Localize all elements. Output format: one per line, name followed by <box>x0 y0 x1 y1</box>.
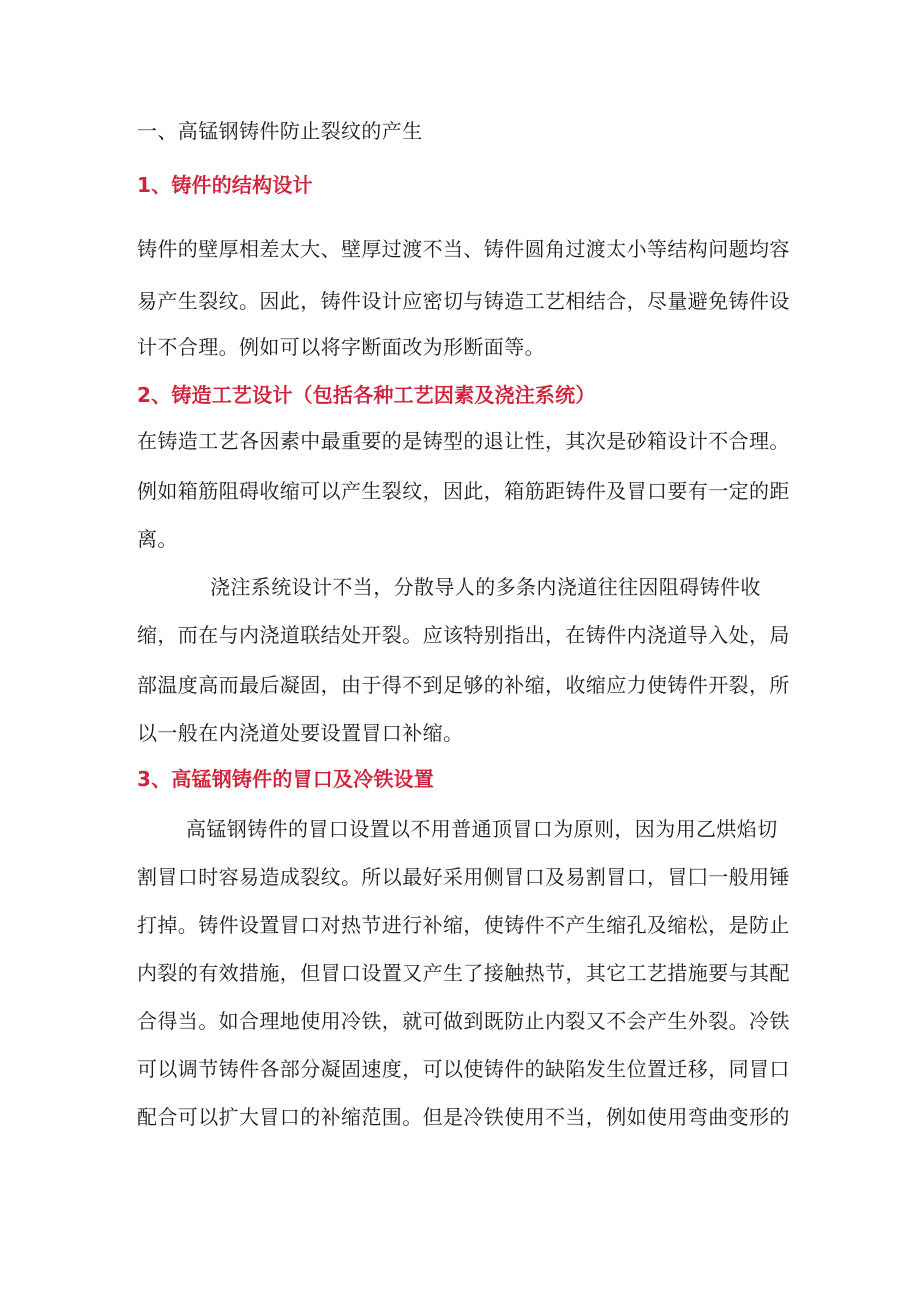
paragraph-line: 高锰钢铸件的冒口设置以不用普通顶冒口为原则，因为用乙烘焰切 <box>186 817 778 841</box>
paragraph-line: 铸件的壁厚相差太大、壁厚过渡不当、铸件圆角过渡太小等结构问题均容 <box>137 237 790 261</box>
paragraph-line: 缩，而在与内浇道联结处开裂。应该特别指出，在铸件内浇道导入处，局 <box>137 623 790 647</box>
paragraph-line: 内裂的有效措施，但冒口设置又产生了接触热节，其它工艺措施要与其配 <box>137 961 790 985</box>
section-heading-2: 2、铸造工艺设计（包括各种工艺因素及浇注系统） <box>137 383 596 407</box>
paragraph-line: 在铸造工艺各因素中最重要的是铸型的退让性，其次是砂箱设计不合理。 <box>137 429 790 453</box>
document-title: 一、高锰钢铸件防止裂纹的产生 <box>137 119 423 143</box>
paragraph-line: 合得当。如合理地使用冷铁，就可做到既防止内裂又不会产生外裂。冷铁 <box>137 1009 790 1033</box>
paragraph-line: 浇注系统设计不当，分散导人的多条内浇道往往因阻碍铸件收 <box>210 575 761 599</box>
section-heading-3: 3、高锰钢铸件的冒口及冷铁设置 <box>137 767 434 791</box>
paragraph-line: 以一般在内浇道处要设置冒口补缩。 <box>137 721 464 745</box>
paragraph-line: 割冒口时容易造成裂纹。所以最好采用侧冒口及易割冒口，冒囗一般用锤 <box>137 865 790 889</box>
paragraph-line: 计不合理。例如可以将字断面改为形断面等。 <box>137 335 545 359</box>
section-heading-1: 1、铸件的结构设计 <box>137 173 313 197</box>
paragraph-line: 离。 <box>137 527 178 551</box>
paragraph-line: 可以调节铸件各部分凝固速度，可以使铸件的缺陷发生位置迁移，同冒口 <box>137 1057 790 1081</box>
paragraph-line: 例如箱筋阻碍收缩可以产生裂纹，因此，箱筋距铸件及冒口要有一定的距 <box>137 479 790 503</box>
paragraph-line: 部温度高而最后凝固，由于得不到足够的补缩，收缩应力使铸件开裂，所 <box>137 673 790 697</box>
paragraph-line: 易产生裂纹。因此，铸件设计应密切与铸造工艺相结合，尽量避免铸件设 <box>137 289 790 313</box>
paragraph-line: 打掉。铸件设置冒口对热节进行补缩，使铸件不产生缩孔及缩松，是防止 <box>137 913 790 937</box>
paragraph-line: 配合可以扩大冒口的补缩范围。但是冷铁使用不当，例如使用弯曲变形的 <box>137 1105 790 1129</box>
